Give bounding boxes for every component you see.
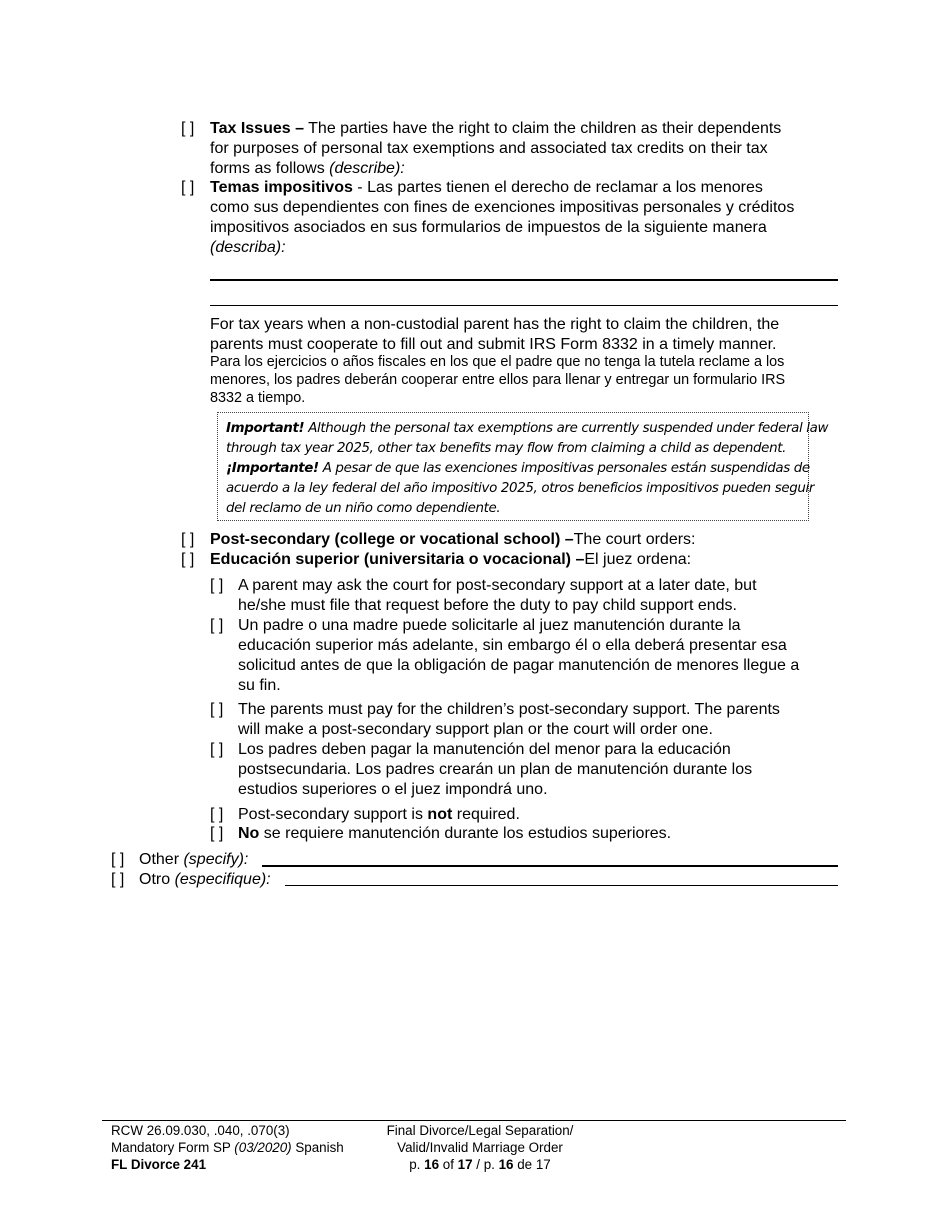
tax-issues-title: Tax Issues –: [210, 120, 304, 137]
tax-issues-en-line2: for purposes of personal tax exemptions and associated tax credits on their tax: [210, 140, 768, 157]
otro-especifique-line[interactable]: [285, 885, 838, 886]
ps-option1-es-line4: su fin.: [238, 677, 281, 694]
ps-option2-en-line2: will make a post-secondary support plan or the court will order one.: [238, 721, 713, 738]
tax-issues-en-line1: [210, 119, 781, 139]
tax-issues-es-line1: Temas impositivos - Las partes tienen el derecho de reclamar a los menores: [210, 179, 763, 196]
other-specify-line[interactable]: [262, 865, 838, 867]
post-secondary-es-title: Educación superior (universitaria o vocacional) –El juez ordena:: [210, 551, 692, 568]
tax-issues-es-checkbox[interactable]: [ ]: [181, 179, 195, 196]
form8332-es-line2: menores, los padres deberán cooperar entre ellos para llenar y entregar un formulario IRS: [210, 372, 786, 388]
ps-option3-es-checkbox[interactable]: [ ]: [210, 825, 224, 842]
ps-option2-checkbox[interactable]: [ ]: [210, 701, 224, 718]
tax-issues-es-line2: como sus dependientes con fines de exenciones impositivas personales y créditos: [210, 199, 795, 216]
important-en-line2: through tax year 2025, other tax benefits may flow from claiming a child as dependent.: [226, 441, 787, 456]
footer-rcw: RCW 26.09.030, .040, .070(3): [111, 1123, 290, 1138]
footer-form: Mandatory Form SP (03/2020) Spanish: [111, 1140, 344, 1155]
important-es-line1: ¡Importante! A pesar de que las exenciones impositivas personales están suspendidas de: [226, 461, 810, 476]
post-secondary-es-checkbox[interactable]: [ ]: [181, 551, 195, 568]
form8332-en-line1: For tax years when a non-custodial parent has the right to claim the children, the: [210, 316, 780, 333]
tax-issues-text: The parties have the right to claim the children as their dependents: [303, 120, 782, 137]
important-note-box: [217, 412, 829, 521]
ps-option2-es-line1: Los padres deben pagar la manutención del menor para la educación: [238, 741, 731, 758]
post-secondary-en-title: Post-secondary (college or vocational school) –The court orders:: [210, 531, 696, 548]
important-es-line3: del reclamo de un niño como dependiente.: [226, 501, 501, 516]
ps-option1-es-line3: solicitud antes de que la obligación de pagar manutención de menores llegue a: [238, 657, 800, 674]
tax-issues-es-line4: (describa):: [210, 239, 286, 256]
ps-option3-es-line: No se requiere manutención durante los estudios superiores.: [238, 825, 672, 842]
ps-option2-es-line3: estudios superiores o el juez impondrá uno.: [238, 781, 548, 798]
tax-issues-en-line3: forms as follows (describe):: [210, 160, 405, 177]
ps-option2-en-line1: The parents must pay for the children’s post-secondary support. The parents: [238, 701, 780, 718]
ps-option1-es-line1: Un padre o una madre puede solicitarle al juez manutención durante la: [238, 617, 741, 634]
tax-issues-checkbox[interactable]: [ ]: [181, 120, 195, 137]
tax-describe-line-2[interactable]: [210, 305, 838, 306]
ps-option3-checkbox[interactable]: [ ]: [210, 806, 224, 823]
ps-option1-en-line2: he/she must file that request before the duty to pay child support ends.: [238, 597, 737, 614]
ps-option1-checkbox[interactable]: [ ]: [210, 577, 224, 594]
post-secondary-checkbox[interactable]: [ ]: [181, 531, 195, 548]
tax-describe-line-1[interactable]: [210, 279, 838, 281]
footer-left: [111, 1122, 344, 1173]
form8332-en-line2: parents must cooperate to fill out and submit IRS Form 8332 in a timely manner.: [210, 336, 777, 353]
form8332-es-line3: 8332 a tiempo.: [210, 390, 306, 406]
other-es-label: Otro (especifique):: [139, 871, 271, 888]
footer-center: [360, 1122, 600, 1173]
ps-option2-es-line2: postsecundaria. Los padres crearán un plan de manutención durante los: [238, 761, 753, 778]
form8332-es-line1: Para los ejercicios o años fiscales en los que el padre que no tenga la tutela reclame a los: [210, 354, 785, 370]
footer-page: p. 16 of 17 / p. 16 de 17: [409, 1157, 551, 1172]
other-es-checkbox[interactable]: [ ]: [111, 871, 125, 888]
important-es-line2: acuerdo a la ley federal del año impositivo 2025, otros beneficios impositivos pueden seguir: [226, 481, 815, 496]
ps-option3-en-line: Post-secondary support is not required.: [238, 806, 520, 823]
ps-option1-es-checkbox[interactable]: [ ]: [210, 617, 224, 634]
footer-rule: [102, 1120, 846, 1121]
ps-option1-en-line1: A parent may ask the court for post-secondary support at a later date, but: [238, 577, 757, 594]
ps-option2-es-checkbox[interactable]: [ ]: [210, 741, 224, 758]
other-checkbox[interactable]: [ ]: [111, 851, 125, 868]
footer-title-2: Valid/Invalid Marriage Order: [397, 1140, 563, 1155]
other-en-label: Other (specify):: [139, 851, 249, 868]
footer-form-id: FL Divorce 241: [111, 1157, 207, 1172]
ps-option1-es-line2: educación superior más adelante, sin embargo él o ella deberá presentar esa: [238, 637, 787, 654]
footer-title-1: Final Divorce/Legal Separation/: [386, 1123, 574, 1138]
tax-issues-es-line3: impositivos asociados en sus formularios de impuestos de la siguiente manera: [210, 219, 767, 236]
important-en-line1: Important! Although the personal tax exemptions are currently suspended under federal law: [226, 421, 829, 436]
